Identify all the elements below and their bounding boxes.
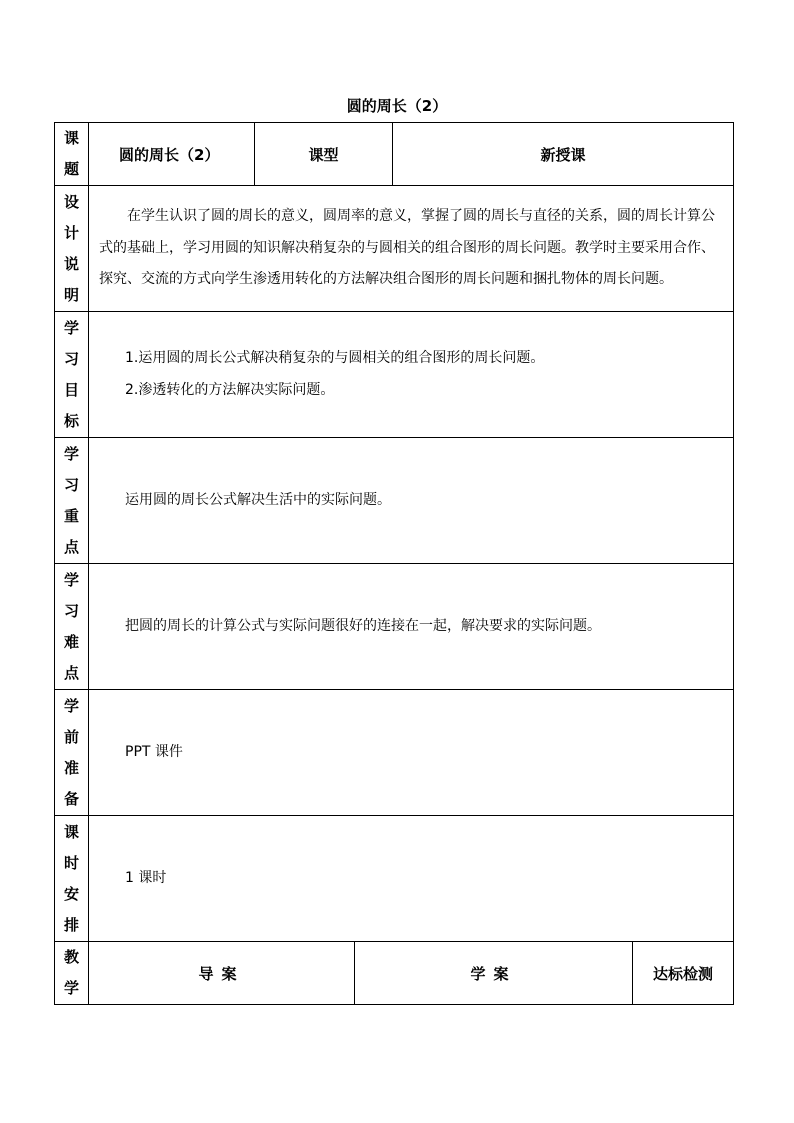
- design-text-cell: [89, 186, 734, 312]
- topic-value: 圆的周长（2）: [89, 123, 255, 186]
- label-teaching: 教 学: [55, 942, 89, 1005]
- teaching-assessment-header: 达标检测: [633, 942, 734, 1005]
- difficulties-text: 把圆的周长的计算公式与实际问题很好的连接在一起，解决要求的实际问题。: [89, 564, 734, 690]
- label-key-points: 学 习 重 点: [55, 438, 89, 564]
- row-design: [55, 186, 734, 312]
- objective-item: 2.渗透转化的方法解决实际问题。: [125, 381, 335, 398]
- document-title: 圆的周长（2）: [346, 97, 448, 115]
- key-points-text: 运用圆的周长公式解决生活中的实际问题。: [89, 438, 734, 564]
- row-schedule: [55, 816, 734, 942]
- label-difficulties: 学 习 难 点: [55, 564, 89, 690]
- row-teaching: [55, 942, 734, 1005]
- label-schedule: 课 时 安 排: [55, 816, 89, 942]
- teaching-study-header: 学案: [355, 942, 633, 1005]
- label-objectives: 学 习 目 标: [55, 312, 89, 438]
- row-topic: [55, 123, 734, 186]
- row-objectives: [55, 312, 734, 438]
- label-topic: 课 题: [55, 123, 89, 186]
- lesson-plan-table: [54, 122, 734, 1005]
- lesson-type-value: 新授课: [393, 123, 734, 186]
- objective-item: 1.运用圆的周长公式解决稍复杂的与圆相关的组合图形的周长问题。: [125, 350, 545, 366]
- lesson-type-label: 课型: [255, 123, 393, 186]
- row-difficulties: [55, 564, 734, 690]
- schedule-text: 1 课时: [89, 816, 734, 942]
- objectives-cell: [89, 312, 734, 438]
- design-text: 在学生认识了圆的周长的意义，圆周率的意义，掌握了圆的周长与直径的关系，圆的周长计算公式的基础上，学习用圆的知识解决稍复杂的与圆相关的组合图形的周长问题。教学时主要采用合作、探究、交流的方式向学生渗透用转化的方法解决组合图形的周长问题和捆扎物体的周长问题。: [99, 208, 715, 288]
- preparation-text: PPT 课件: [89, 690, 734, 816]
- row-preparation: [55, 690, 734, 816]
- row-key-points: [55, 438, 734, 564]
- teaching-guide-header: 导案: [89, 942, 355, 1005]
- label-preparation: 学 前 准 备: [55, 690, 89, 816]
- label-design: 设 计 说 明: [55, 186, 89, 312]
